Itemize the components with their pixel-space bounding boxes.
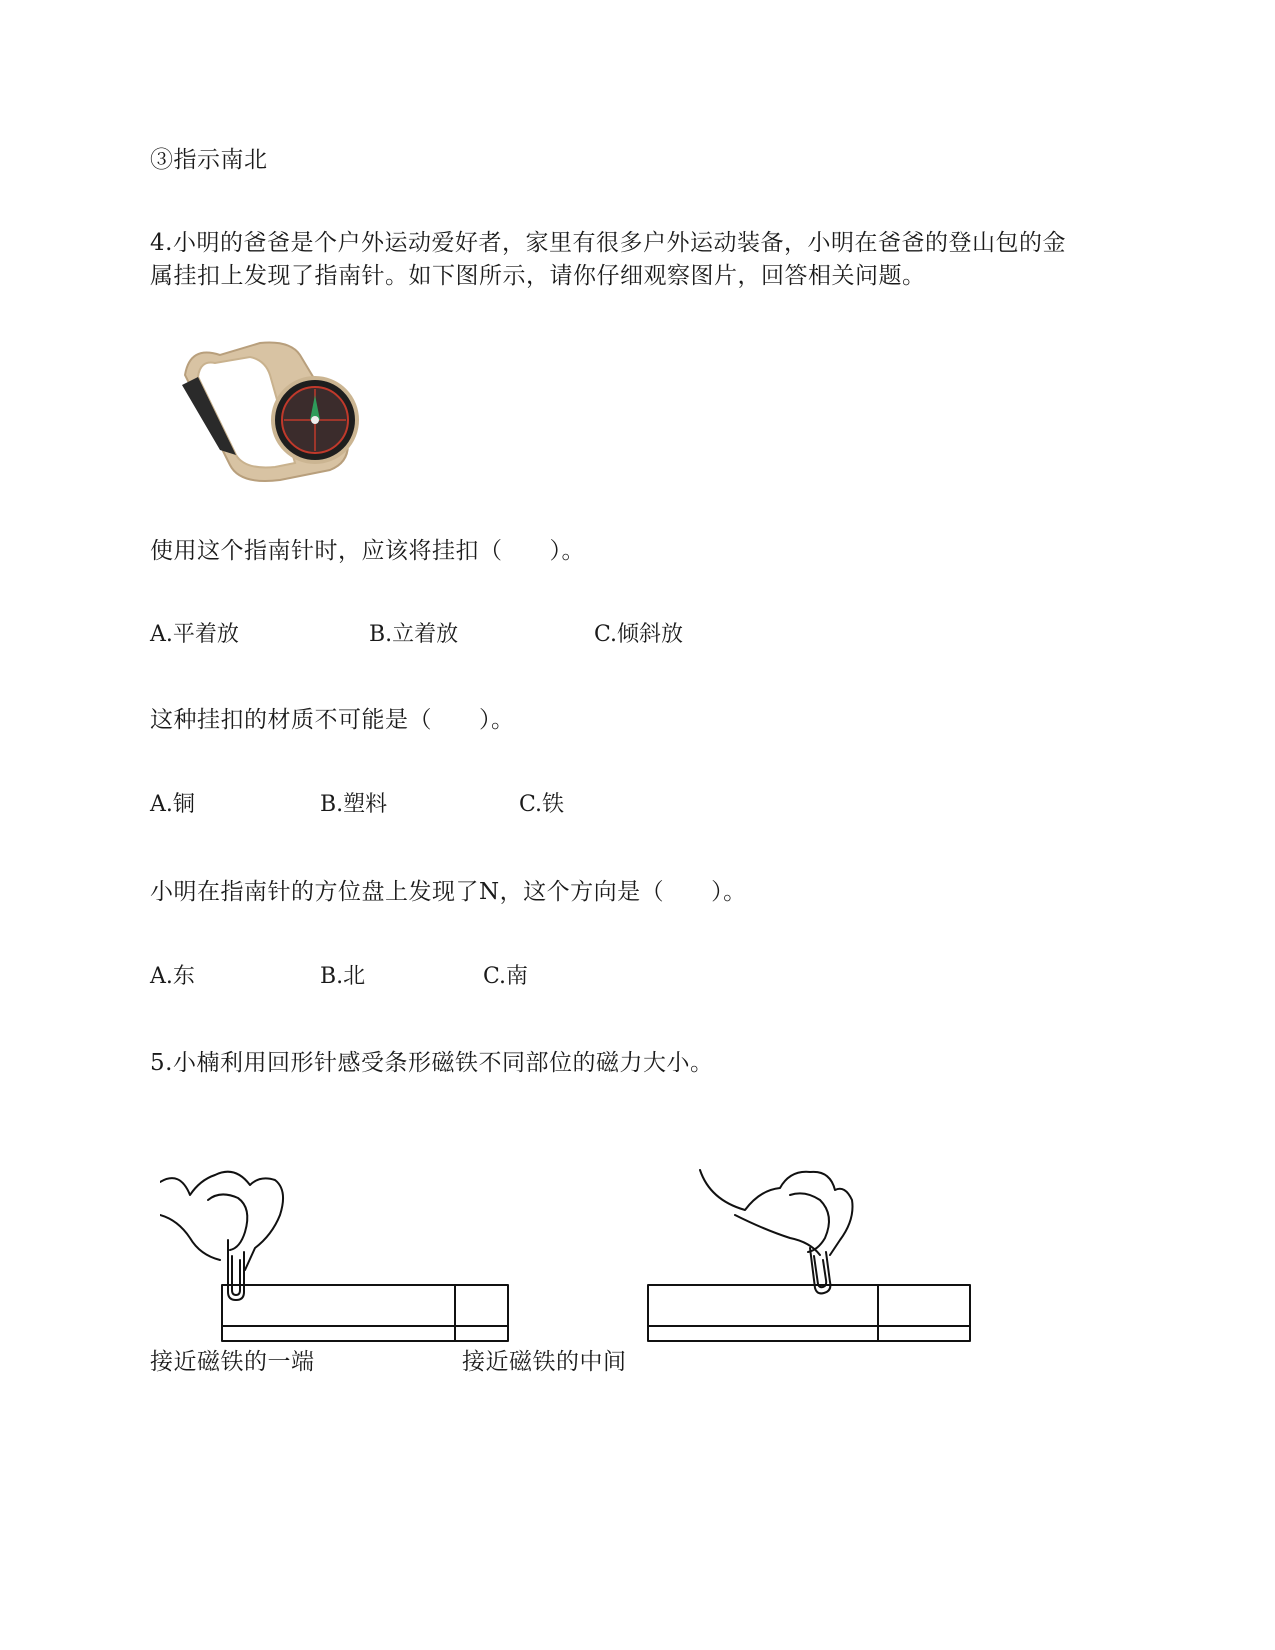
option-2b: B.塑料 <box>320 792 388 817</box>
caption-right: 接近磁铁的中间 <box>462 1349 627 1375</box>
question-4-line-1: 4.小明的爸爸是个户外运动爱好者，家里有很多户外运动装备，小明在爸爸的登山包的金 <box>150 230 1066 256</box>
option-1b: B.立着放 <box>369 622 459 647</box>
option-3c: C.南 <box>483 964 529 989</box>
question-4-line-2: 属挂扣上发现了指南针。如下图所示，请你仔细观察图片，回答相关问题。 <box>150 263 926 289</box>
option-3a: A.东 <box>150 964 195 989</box>
option-2a: A.铜 <box>150 792 195 817</box>
caption-left: 接近磁铁的一端 <box>150 1349 315 1375</box>
sub-question-3: 小明在指南针的方位盘上发现了N，这个方向是（ ）。 <box>150 879 747 905</box>
list-item-3: ③指示南北 <box>150 147 268 173</box>
option-2c: C.铁 <box>519 792 565 817</box>
magnet-middle-illustration <box>640 1160 980 1350</box>
sub-question-2: 这种挂扣的材质不可能是（ ）。 <box>150 707 515 733</box>
option-1c: C.倾斜放 <box>594 622 684 647</box>
sub-question-1: 使用这个指南针时，应该将挂扣（ ）。 <box>150 538 585 564</box>
option-3b: B.北 <box>320 964 366 989</box>
option-1a: A.平着放 <box>150 622 239 647</box>
compass-carabiner-image <box>170 335 370 490</box>
question-5: 5.小楠利用回形针感受条形磁铁不同部位的磁力大小。 <box>150 1050 714 1076</box>
magnet-end-illustration <box>160 1160 520 1350</box>
